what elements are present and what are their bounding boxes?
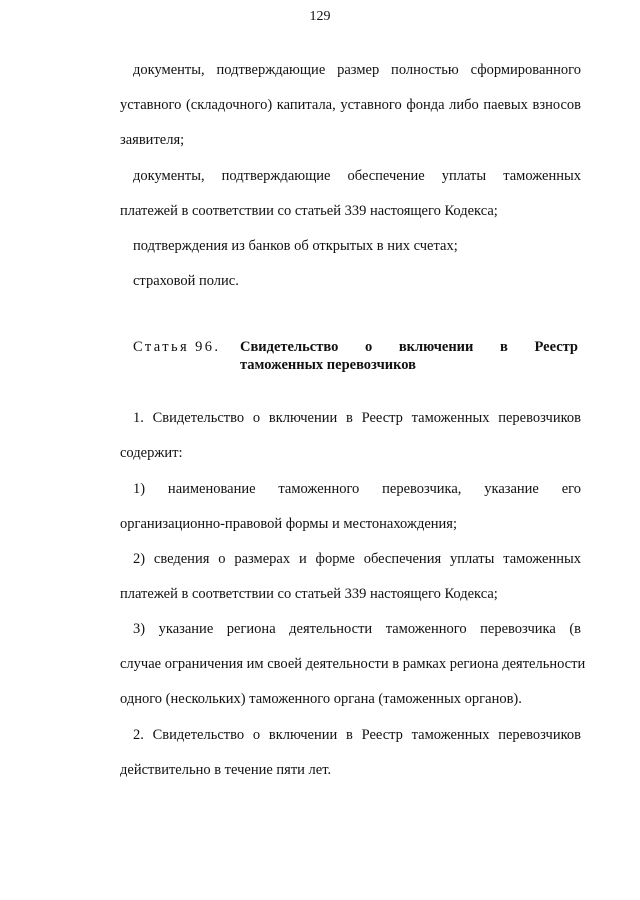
article-label: Статья 96. — [133, 339, 221, 355]
paragraph-line: заявителя; — [120, 132, 185, 148]
paragraph-line: платежей в соответствии со статьей 339 настоящего Кодекса; — [120, 203, 498, 219]
paragraph-line: документы, подтверждающие обеспечение уплаты таможенных — [133, 168, 581, 184]
paragraph-line: документы, подтверждающие размер полностью сформированного — [133, 62, 581, 78]
clause-line: 2. Свидетельство о включении в Реестр таможенных перевозчиков — [133, 727, 581, 743]
paragraph-line: страховой полис. — [133, 273, 239, 289]
clause-line: 1. Свидетельство о включении в Реестр таможенных перевозчиков — [133, 410, 581, 426]
article-title-continuation: таможенных перевозчиков — [240, 357, 417, 373]
clause-line: платежей в соответствии со статьей 339 настоящего Кодекса; — [120, 586, 498, 602]
clause-line: одного (нескольких) таможенного органа (таможенных органов). — [120, 691, 522, 707]
paragraph-line: подтверждения из банков об открытых в них счетах; — [133, 238, 458, 254]
clause-line: действительно в течение пяти лет. — [120, 762, 332, 778]
clause-line: 3) указание региона деятельности таможенного перевозчика (в — [133, 621, 581, 637]
article-title: Свидетельство о включении в Реестр — [240, 339, 578, 355]
clause-line: 2) сведения о размерах и форме обеспечения уплаты таможенных — [133, 551, 581, 567]
clause-line: случае ограничения им своей деятельности в рамках региона деятельности — [120, 656, 586, 672]
page-number: 129 — [309, 9, 331, 24]
paragraph-line: уставного (складочного) капитала, уставного фонда либо паевых взносов — [120, 97, 581, 113]
clause-line: содержит: — [120, 445, 183, 461]
clause-line: организационно-правовой формы и местонахождения; — [120, 516, 457, 532]
clause-line: 1) наименование таможенного перевозчика, указание его — [133, 481, 581, 497]
